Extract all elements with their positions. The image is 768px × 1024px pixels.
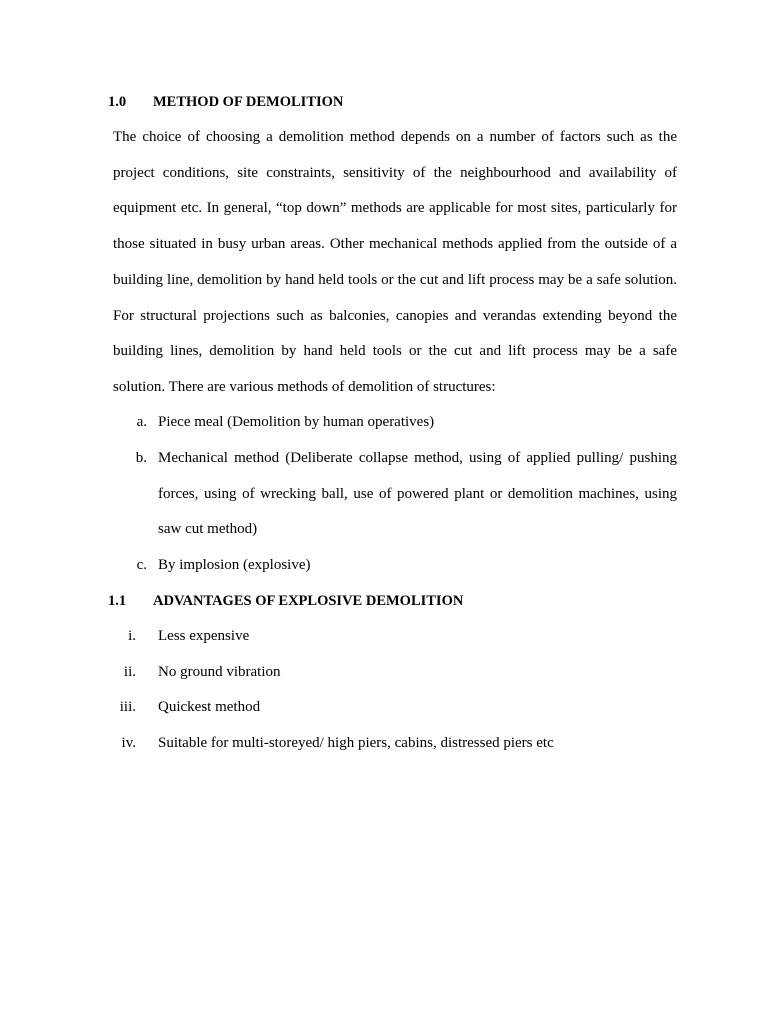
list-item-advantage: Less expensive: [158, 628, 250, 644]
list-item-piece-meal: Piece meal (Demolition by human operatives): [158, 414, 435, 430]
list-item-implosion: By implosion (explosive): [158, 557, 311, 573]
list-marker: c.: [136, 557, 147, 573]
section-heading-method-of-demolition: [108, 94, 343, 111]
list-marker: iii.: [119, 699, 136, 715]
section-title: METHOD OF DEMOLITION: [153, 94, 344, 110]
list-marker: i.: [128, 628, 136, 644]
list-marker: a.: [136, 414, 147, 430]
list-item-advantage: Quickest method: [158, 699, 261, 715]
list-item-mechanical-method: Mechanical method (Deliberate collapse method, using of applied pulling/ pushing forces, using of wrecking ball, use of powered plant or demolition machines, using saw cut method): [158, 450, 677, 538]
section-number: 1.1: [108, 593, 127, 609]
list-item-advantage: Suitable for multi-storeyed/ high piers, cabins, distressed piers etc: [158, 735, 554, 751]
section-title: ADVANTAGES OF EXPLOSIVE DEMOLITION: [153, 593, 464, 609]
list-marker: iv.: [121, 735, 136, 751]
list-marker: b.: [135, 450, 147, 466]
section-number: 1.0: [108, 94, 127, 110]
list-marker: ii.: [123, 664, 136, 680]
list-item-advantage: No ground vibration: [158, 664, 281, 680]
body-paragraph: The choice of choosing a demolition method depends on a number of factors such as the project conditions, site constraints, sensitivity of the neighbourhood and availability of equipment etc. In general, “top down” methods are applicable for most sites, particularly for those situated in busy urban areas. Other mechanical methods applied from the outside of a building line, demolition by hand held tools or the cut and lift process may be a safe solution. For structural projections such as balconies, canopies and verandas extending beyond the building lines, demolition by hand held tools or the cut and lift process may be a safe solution. There are various methods of demolition of structures:: [113, 129, 677, 395]
section-heading-advantages: [108, 593, 463, 610]
